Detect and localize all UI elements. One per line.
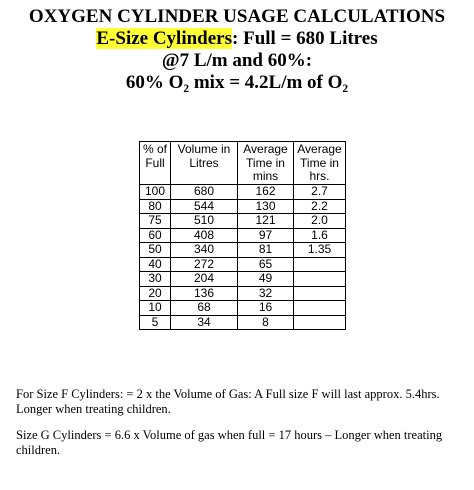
- cell-volume-litres: 510: [171, 214, 238, 229]
- cell-time-mins: 81: [238, 243, 294, 258]
- table-row: [140, 272, 346, 287]
- table-row: [140, 185, 346, 200]
- cell-time-mins: 97: [238, 228, 294, 243]
- cell-time-hrs: 2.0: [294, 214, 346, 229]
- cell-time-mins: 32: [238, 286, 294, 301]
- table-row: [140, 257, 346, 272]
- cell-volume-litres: 340: [171, 243, 238, 258]
- header-time-mins: Average Time in mins: [238, 142, 294, 185]
- cell-time-hrs: 2.2: [294, 199, 346, 214]
- e-size-highlight: E-Size Cylinders: [96, 28, 233, 49]
- cell-percent-full: 30: [140, 272, 171, 287]
- cell-percent-full: 100: [140, 185, 171, 200]
- cell-volume-litres: 544: [171, 199, 238, 214]
- cell-volume-litres: 204: [171, 272, 238, 287]
- usage-table: [139, 141, 346, 330]
- table-row: [140, 228, 346, 243]
- size-g-note: Size G Cylinders = 6.6 x Volume of gas when full = 17 hours – Longer when treating children.: [16, 428, 443, 457]
- table-header-row: [140, 142, 346, 185]
- cell-volume-litres: 136: [171, 286, 238, 301]
- cell-volume-litres: 408: [171, 228, 238, 243]
- cell-time-hrs: [294, 315, 346, 330]
- full-volume-text: : Full = 680 Litres: [232, 28, 378, 49]
- cell-percent-full: 40: [140, 257, 171, 272]
- cell-time-mins: 65: [238, 257, 294, 272]
- header-percent-full: % of Full: [140, 142, 171, 185]
- header-time-hrs: Average Time in hrs.: [294, 142, 346, 185]
- cell-time-hrs: [294, 272, 346, 287]
- cell-time-hrs: [294, 286, 346, 301]
- cell-time-hrs: [294, 301, 346, 316]
- cell-percent-full: 10: [140, 301, 171, 316]
- table-row: [140, 214, 346, 229]
- cell-time-hrs: 2.7: [294, 185, 346, 200]
- size-f-note: For Size F Cylinders: = 2 x the Volume of Gas: A Full size F will last approx. 5.4hrs. Longer when treating children.: [16, 387, 440, 416]
- cell-volume-litres: 680: [171, 185, 238, 200]
- cell-time-mins: 130: [238, 199, 294, 214]
- table-row: [140, 199, 346, 214]
- cell-time-hrs: 1.6: [294, 228, 346, 243]
- table-row: [140, 243, 346, 258]
- cell-percent-full: 50: [140, 243, 171, 258]
- title-block: [0, 6, 474, 94]
- cell-percent-full: 20: [140, 286, 171, 301]
- cell-volume-litres: 34: [171, 315, 238, 330]
- cell-percent-full: 5: [140, 315, 171, 330]
- cell-time-mins: 8: [238, 315, 294, 330]
- table-row: [140, 301, 346, 316]
- cell-time-hrs: [294, 257, 346, 272]
- table-row: [140, 315, 346, 330]
- table-row: [140, 286, 346, 301]
- flow-rate-heading: @7 L/m and 60%:: [161, 50, 313, 71]
- cell-percent-full: 60: [140, 228, 171, 243]
- oxygen-mix-heading: 60% O₂ mix = 4.2L/m of O₂: [125, 72, 349, 93]
- cell-time-mins: 16: [238, 301, 294, 316]
- header-volume-litres: Volume in Litres: [171, 142, 238, 185]
- cell-percent-full: 75: [140, 214, 171, 229]
- cell-time-mins: 49: [238, 272, 294, 287]
- cylinder-size-heading: [0, 28, 474, 50]
- table-body: [140, 185, 346, 330]
- page-title: OXYGEN CYLINDER USAGE CALCULATIONS: [28, 6, 446, 27]
- cell-volume-litres: 68: [171, 301, 238, 316]
- cell-time-mins: 121: [238, 214, 294, 229]
- cell-time-mins: 162: [238, 185, 294, 200]
- cell-volume-litres: 272: [171, 257, 238, 272]
- cell-percent-full: 80: [140, 199, 171, 214]
- cell-time-hrs: 1.35: [294, 243, 346, 258]
